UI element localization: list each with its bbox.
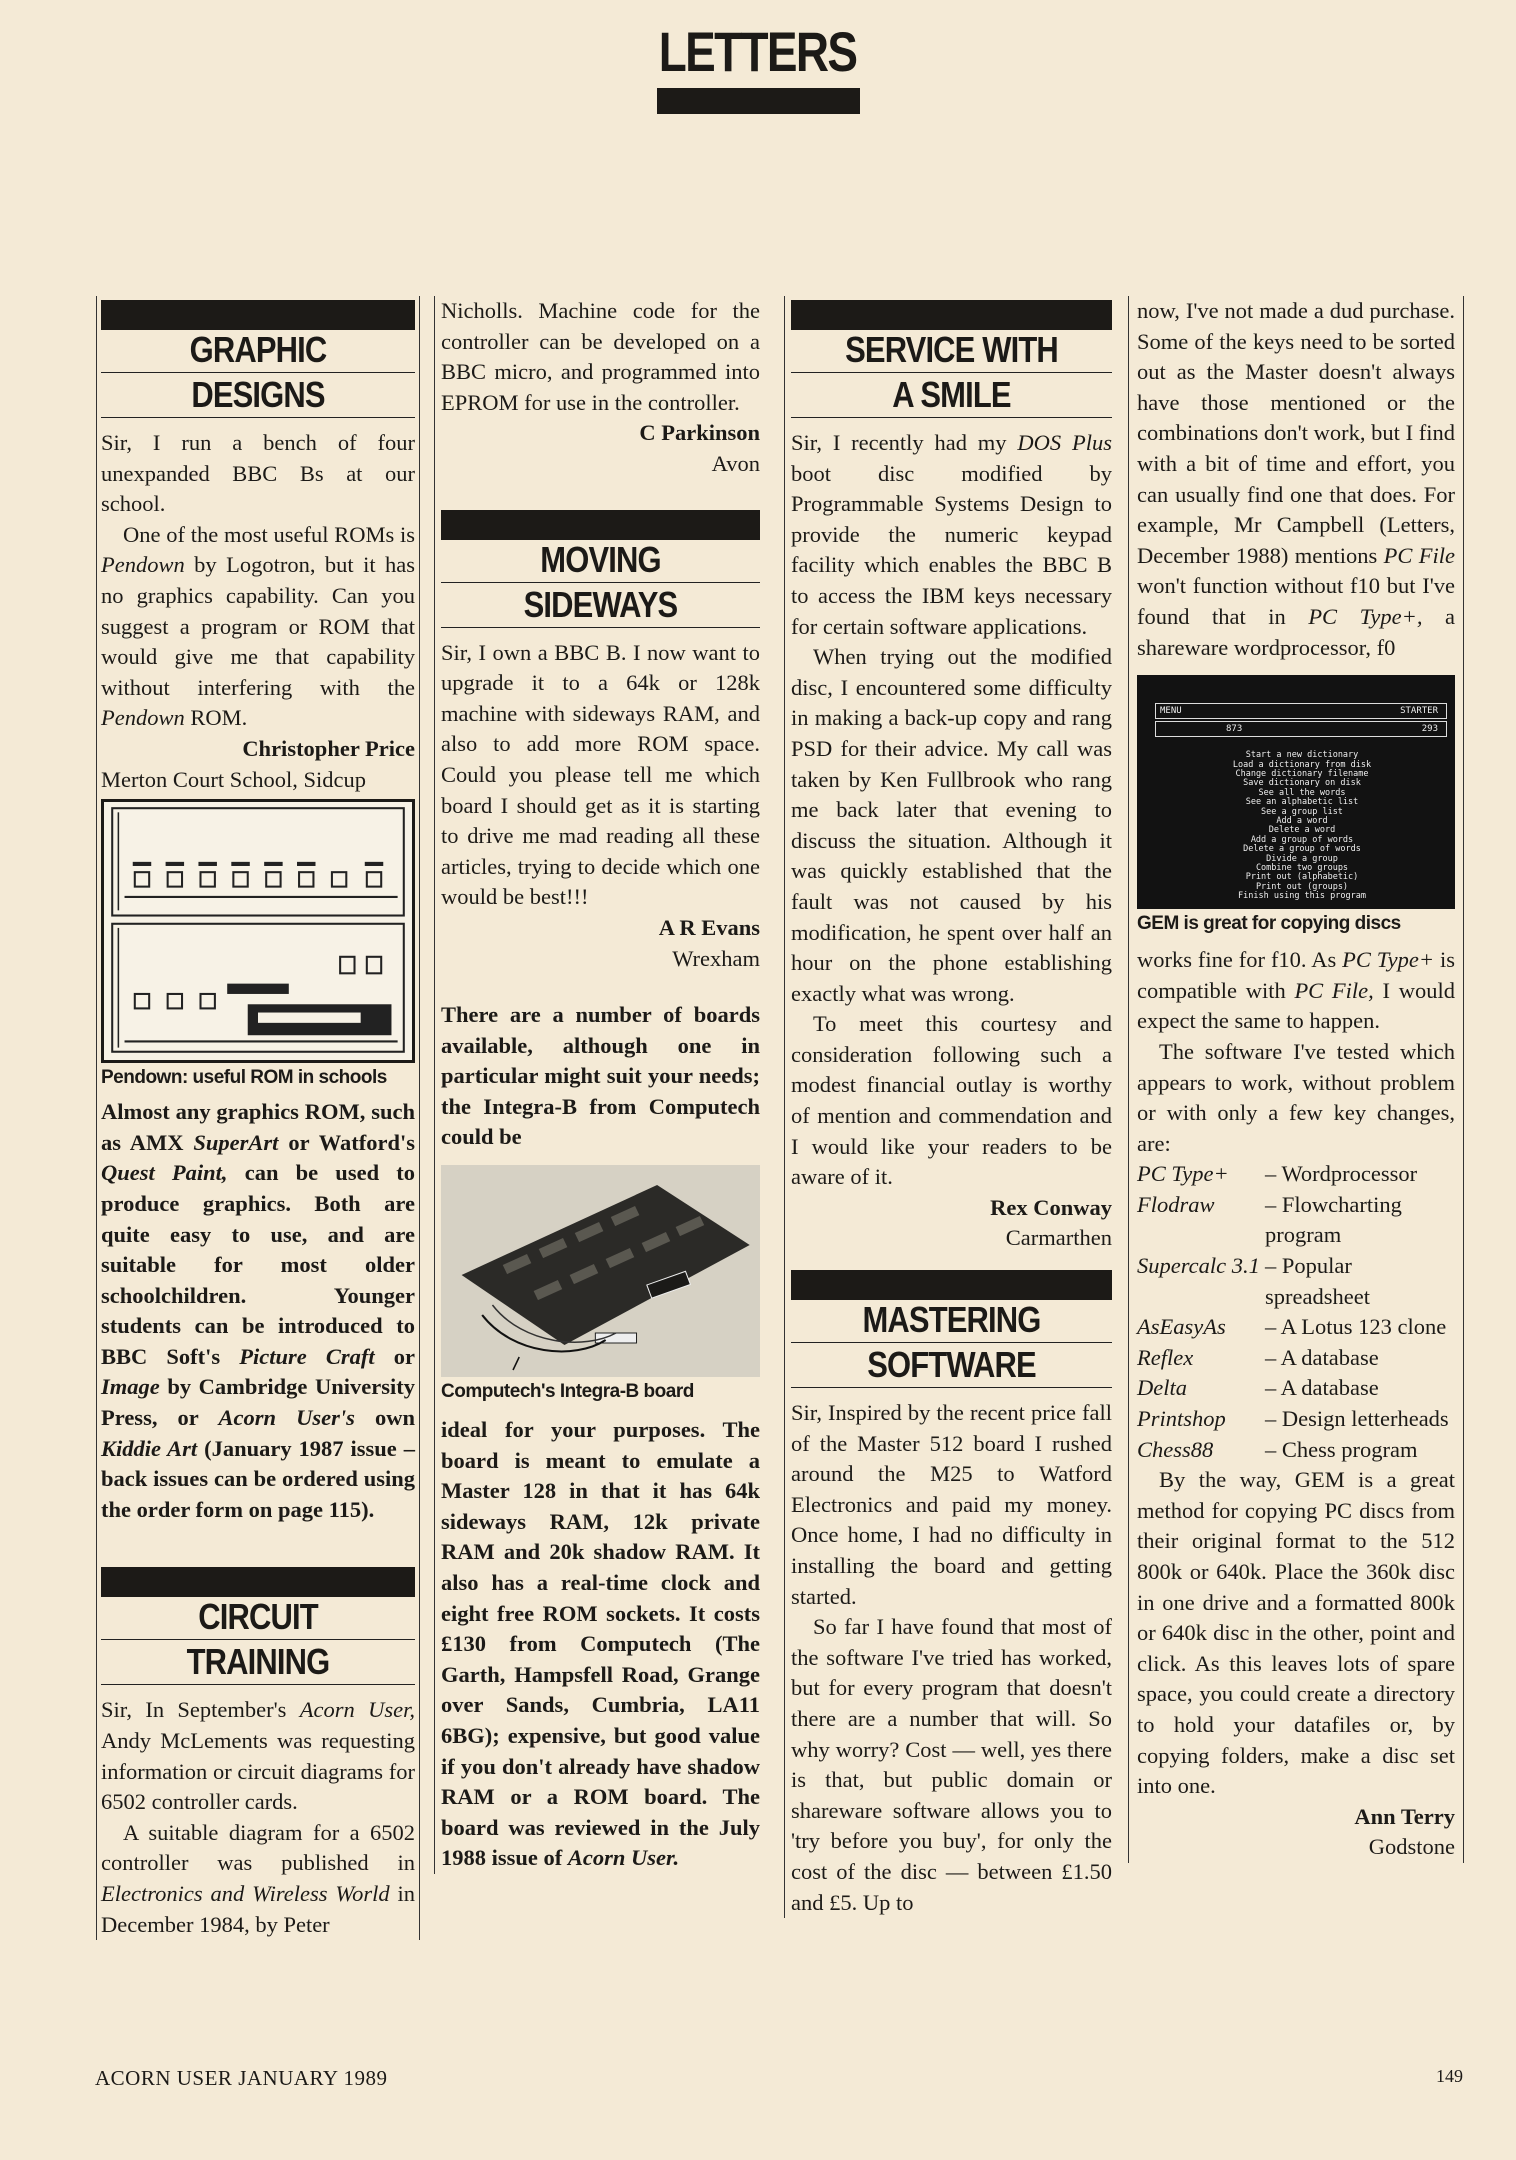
screen-menu-item: See all the words xyxy=(1258,787,1346,798)
software-name: Flodraw xyxy=(1137,1191,1215,1217)
software-name: PC Type+ xyxy=(1137,1161,1229,1187)
heading-line: MASTERING xyxy=(862,1299,1041,1341)
heading-line: TRAINING xyxy=(186,1641,330,1683)
column-2 xyxy=(434,296,760,1874)
software-description: – A Lotus 123 clone xyxy=(1265,1314,1447,1340)
page-title: LETTERS xyxy=(659,20,857,83)
heading-mastering-software xyxy=(791,1270,1112,1388)
heading-line: SOFTWARE xyxy=(867,1344,1036,1386)
letter-paragraph: Sir, Inspired by the recent price fall of the Master 512 board I rushed around the M25 to Watford Electronics and paid my money. Once home, I had no difficulty in installing the board and getting started. xyxy=(791,1400,1112,1609)
heading-rule xyxy=(441,627,760,628)
text-run: I would expect the same to happen. xyxy=(1137,977,1455,1034)
text-run: PC File xyxy=(1383,542,1456,568)
software-description: – A database xyxy=(1265,1375,1379,1401)
location: Godstone xyxy=(1368,1834,1455,1860)
text-run: won't function without f10 but I've found that in xyxy=(1137,573,1455,629)
text-run: now, I've not made a dud purchase. Some of the keys need to be sorted out as the Master doesn't always have those mentioned or the combinations don't work, but I find with a bit of time and effort, you can usually find one that does. For example, Mr Campbell (Letters, December 1988) mentions xyxy=(1137,298,1455,568)
software-description: – Popular spreadsheet xyxy=(1265,1253,1370,1309)
letter-paragraph: Nicholls. Machine code for the controller can be developed on a BBC micro, and programmed into EPROM for use in the controller. xyxy=(441,298,760,415)
software-name: Delta xyxy=(1137,1375,1187,1401)
text-run: PC Type+ xyxy=(1342,947,1435,973)
reply-paragraph: There are a number of boards available, although one in particular might suit your needs; the Integra-B from Computech could be xyxy=(441,1002,760,1150)
figure-caption: Computech's Integra-B board xyxy=(441,1381,694,1403)
column-1 xyxy=(96,296,420,1940)
letter-paragraph: To meet this courtesy and consideration following such a modest financial outlay is worthy of mention and commendation and I would like your readers to be aware of it. xyxy=(791,1011,1112,1190)
heading-line: CIRCUIT xyxy=(198,1596,318,1638)
heading-graphic-designs xyxy=(101,300,415,418)
footer-issue: ACORN USER JANUARY 1989 xyxy=(95,2066,388,2090)
text-run: Almost any graphics ROM, such as AMX xyxy=(101,1099,415,1155)
text-run: Image xyxy=(101,1374,160,1400)
software-row xyxy=(1137,1190,1455,1251)
text-run: Andy McLements was requesting information or circuit diagrams for 6502 controller cards. xyxy=(101,1728,415,1815)
pendown-screen-graphic xyxy=(104,802,412,1060)
screen-menu-item: Start a new dictionary xyxy=(1245,750,1359,761)
software-description: – Design letterheads xyxy=(1265,1406,1449,1432)
heading-bar xyxy=(441,510,760,540)
heading-rule xyxy=(101,372,415,373)
figure-caption: Pendown: useful ROM in schools xyxy=(101,1067,387,1089)
heading-rule xyxy=(791,417,1112,418)
screen-menu-item: Delete a group of words xyxy=(1243,844,1361,855)
text-run: Kiddie Art xyxy=(101,1435,198,1461)
screen-status-value: 873 xyxy=(1226,724,1243,735)
letter-paragraph: So far I have found that most of the software I've tried has worked, but for every program that doesn't there are a number that will. So why worry? Cost — well, yes there is that, but public domain or shareware software allows you to 'try before you buy', for only the cost of the disc — between £1.50 and £5. Up to xyxy=(791,1614,1112,1915)
software-list xyxy=(1137,1159,1455,1465)
screen-menu-item: Finish using this program xyxy=(1238,891,1366,902)
letter-paragraph xyxy=(1137,945,1455,1037)
text-run: Sir, In September's xyxy=(101,1697,300,1723)
text-run: Pendown xyxy=(101,705,185,731)
screen-menu xyxy=(1177,751,1427,902)
page-number: 149 xyxy=(1436,2066,1463,2086)
letter-paragraph xyxy=(1137,296,1455,663)
letter-paragraph: Sir, I own a BBC B. I now want to upgrade it to a 64k or 128k machine with sideways RAM, and also to add more ROM space. Could you please tell me which board I should get as it is starting to drive me mad reading all these articles, trying to decide which one would be best!!! xyxy=(441,639,760,910)
screen-menu-item: Add a word xyxy=(1276,815,1328,826)
screen-menu-item: Save dictionary on disk xyxy=(1243,778,1361,789)
letter-paragraph xyxy=(101,1818,415,1940)
figure-caption: GEM is great for copying discs xyxy=(1137,913,1401,935)
gem-screenshot xyxy=(1137,675,1455,909)
letter-paragraph: Sir, I run a bench of four unexpanded BBC Bs at our school. xyxy=(101,430,415,517)
heading-moving-sideways xyxy=(441,510,760,628)
text-run: A suitable diagram for a 6502 controller was published in xyxy=(101,1819,415,1876)
screen-top-bar xyxy=(1155,703,1447,719)
screen-menu-item: Delete a word xyxy=(1268,825,1336,836)
text-run: Picture Craft xyxy=(239,1343,375,1369)
software-name: Printshop xyxy=(1137,1406,1226,1432)
letter-paragraph xyxy=(101,1695,415,1817)
heading-bar xyxy=(791,300,1112,330)
heading-rule xyxy=(101,1639,415,1640)
location: Wrexham xyxy=(672,945,760,971)
text-run: Quest Paint, xyxy=(101,1160,228,1186)
text-run: (January 1987 issue – back issues can be ordered using the order form on page 115). xyxy=(101,1435,415,1522)
signature: C Parkinson xyxy=(639,420,760,446)
software-description: – A database xyxy=(1265,1344,1379,1370)
heading-rule xyxy=(791,1387,1112,1388)
heading-line: DESIGNS xyxy=(191,374,325,415)
screen-menu-item: Add a group of words xyxy=(1250,834,1354,845)
text-run: is compatible with xyxy=(1137,947,1455,1003)
text-run: or Watford's xyxy=(278,1129,415,1155)
text-run: ROM. xyxy=(184,705,248,731)
heading-line: SIDEWAYS xyxy=(523,583,678,625)
integra-b-board-graphic xyxy=(441,1165,760,1377)
masthead-bar xyxy=(657,88,860,114)
location: Avon xyxy=(711,450,760,476)
software-row xyxy=(1137,1251,1455,1312)
software-description: – Wordprocessor xyxy=(1265,1161,1418,1187)
letter-paragraph: By the way, GEM is a great method for copying PC discs from their original format to the 512 800k or 640k. Place the 360k disc in one drive and a formatted 800k or 640k disc in the other, point and click. As this leaves lots of spare space, you could create a directory to hold your datafiles or, by copying folders, make a disc set into one. xyxy=(1137,1467,1455,1799)
text-run: by Cambridge University Press, or xyxy=(101,1374,415,1431)
heading-service-with-a-smile xyxy=(791,300,1112,418)
text-run: a shareware wordprocessor, f0 xyxy=(1137,603,1455,660)
screen-label: MENU xyxy=(1160,706,1182,717)
masthead xyxy=(0,20,1516,114)
column-4 xyxy=(1128,296,1464,1863)
heading-line: SERVICE WITH xyxy=(845,329,1058,370)
text-run: own xyxy=(354,1405,415,1431)
software-row xyxy=(1137,1312,1455,1343)
signature: A R Evans xyxy=(658,914,760,940)
text-run: PC File, xyxy=(1294,977,1374,1003)
integra-b-photo xyxy=(441,1165,760,1377)
software-name: AsEasyAs xyxy=(1137,1314,1226,1340)
heading-rule xyxy=(101,1684,415,1685)
software-description: – Chess program xyxy=(1265,1436,1418,1462)
text-run: PC Type+, xyxy=(1308,603,1423,629)
heading-bar xyxy=(101,300,415,330)
software-name: Supercalc 3.1 xyxy=(1137,1253,1260,1279)
software-name: Chess88 xyxy=(1137,1436,1214,1462)
screen-menu-item: See an alphabetic list xyxy=(1245,797,1359,808)
letter-paragraph xyxy=(791,428,1112,642)
heading-line: A SMILE xyxy=(892,374,1011,415)
heading-rule xyxy=(791,1342,1112,1343)
text-run: Electronics and Wireless World xyxy=(101,1881,390,1906)
text-run: Acorn User, xyxy=(299,1697,415,1723)
heading-bar xyxy=(101,1567,415,1597)
text-run: One of the most useful ROMs is xyxy=(123,521,415,547)
text-run: or xyxy=(374,1343,415,1369)
heading-rule xyxy=(791,372,1112,373)
heading-bar xyxy=(791,1270,1112,1300)
heading-rule xyxy=(101,417,415,418)
heading-line: MOVING xyxy=(540,538,661,580)
software-description: – Flowcharting program xyxy=(1265,1191,1402,1248)
location: Carmarthen xyxy=(1005,1225,1112,1251)
text-run: Sir, I recently had my xyxy=(791,430,1018,455)
text-run: DOS Plus xyxy=(1017,430,1113,455)
screen-menu-item: Divide a group xyxy=(1266,853,1338,864)
software-row xyxy=(1137,1435,1455,1466)
heading-circuit-training xyxy=(101,1567,415,1685)
pendown-screenshot xyxy=(101,799,415,1063)
text-run: SuperArt xyxy=(193,1129,279,1155)
screen-menu-item: Print out (alphabetic) xyxy=(1245,872,1359,883)
reply-paragraph xyxy=(101,1097,415,1525)
text-run: Acorn User's xyxy=(218,1405,355,1431)
text-run: in December 1984, by Peter xyxy=(101,1881,415,1937)
screen-menu-item: Change dictionary filename xyxy=(1235,768,1369,779)
text-run: by Logotron, but it has no graphics capability. Can you suggest a program or ROM that would give me that capability without interfering with the xyxy=(101,552,415,700)
location: Merton Court School, Sidcup xyxy=(101,766,366,792)
letter-paragraph: The software I've tested which appears to work, without problem or with only a few key changes, are: xyxy=(1137,1038,1455,1156)
reply-paragraph xyxy=(441,1415,760,1874)
text-run: boot disc modified by Programmable Systems Design to provide the numeric keypad facility which enables the BBC B to access the IBM keys necessary for certain software applications. xyxy=(791,460,1112,639)
software-name: Reflex xyxy=(1137,1344,1194,1370)
screen-status-bar xyxy=(1155,721,1447,737)
screen-menu-item: Combine two groups xyxy=(1255,863,1349,873)
text-run: Pendown xyxy=(101,552,185,578)
text-run: Acorn User. xyxy=(567,1845,680,1871)
text-run: works fine for f10. As xyxy=(1137,947,1343,973)
signature: Christopher Price xyxy=(242,735,415,761)
screen-menu-item: Load a dictionary from disk xyxy=(1232,759,1372,770)
signature: Ann Terry xyxy=(1354,1803,1455,1829)
software-row xyxy=(1137,1343,1455,1374)
software-row xyxy=(1137,1159,1455,1190)
software-row xyxy=(1137,1373,1455,1404)
screen-label: STARTER xyxy=(1400,706,1438,717)
heading-line: GRAPHIC xyxy=(189,329,327,370)
heading-rule xyxy=(441,582,760,583)
text-run: can be used to produce graphics. Both are quite easy to use, and are suitable for most older schoolchildren. Younger students can be introduced to BBC Soft's xyxy=(101,1160,415,1369)
letter-paragraph xyxy=(101,520,415,734)
signature: Rex Conway xyxy=(990,1194,1112,1220)
software-row xyxy=(1137,1404,1455,1435)
column-3 xyxy=(784,296,1112,1918)
screen-menu-item: Print out (groups) xyxy=(1255,881,1349,892)
screen-status-value: 293 xyxy=(1421,724,1438,735)
letter-paragraph: When trying out the modified disc, I encountered some difficulty in making a back-up copy and rang PSD for their advice. My call was taken by Ken Fullbrook who rang me back later that evening to discuss the situation. Although it was quickly established that the fault was not caused by his modification, he spent over half an hour on the phone establishing exactly what was wrong. xyxy=(791,644,1112,1006)
text-run: ideal for your purposes. The board is meant to emulate a Master 128 in that it has 64k sideways RAM, 12k private RAM and 20k shadow RAM. It also has a real-time clock and eight free ROM sockets. It costs £130 from Computech (The Garth, Hampsfell Road, Grange over Sands, Cumbria, LA11 6BG); expensive, but good value if you don't already have shadow RAM or a ROM board. The board was reviewed in the July 1988 issue of xyxy=(441,1417,760,1871)
screen-menu-item: See a group list xyxy=(1261,806,1343,817)
